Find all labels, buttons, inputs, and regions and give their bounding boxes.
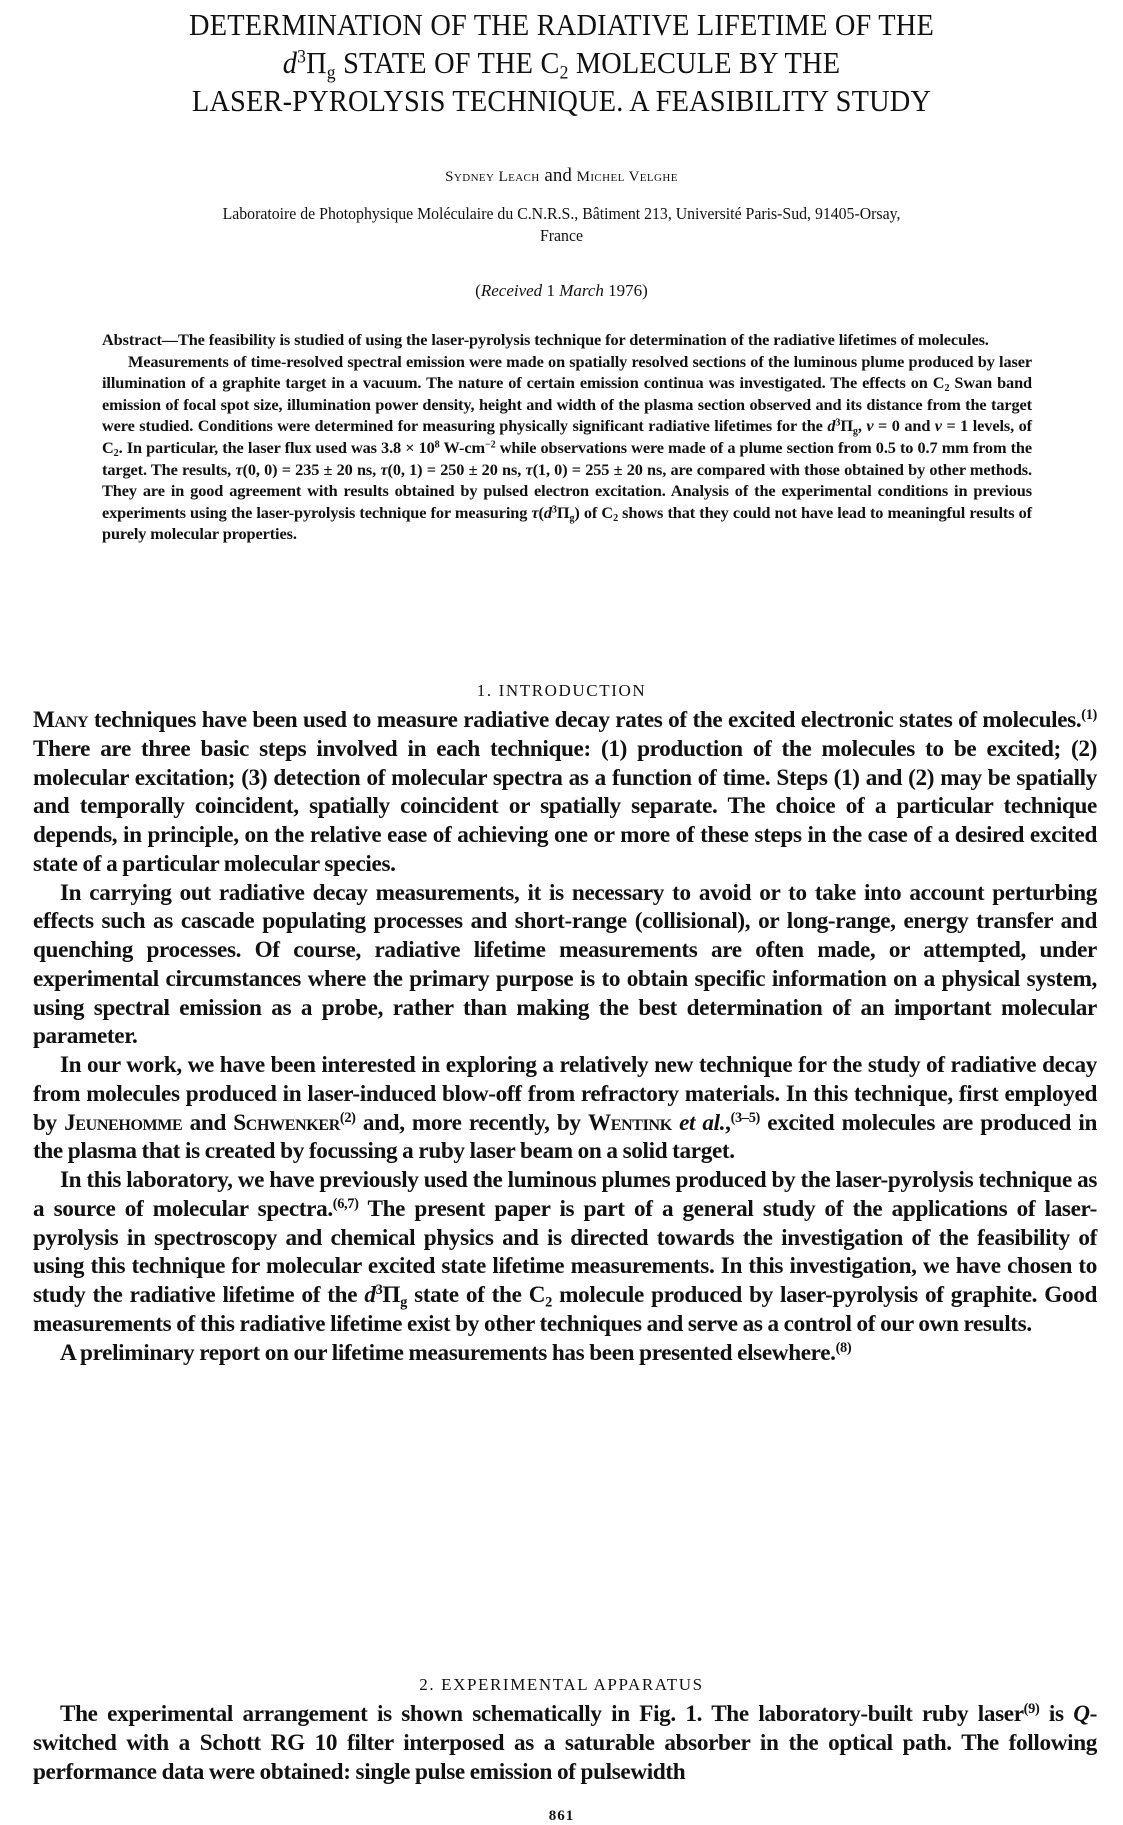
paper-title <box>95 6 1028 120</box>
small-caps-text: Michel Velghe <box>576 169 678 185</box>
page-number: 861 <box>548 1808 575 1824</box>
section-experimental-body <box>33 1700 1097 1786</box>
reference-citation: (1) <box>1081 707 1097 724</box>
small-caps-text: Schwenker <box>233 1109 340 1136</box>
italic-text: τ <box>380 459 388 479</box>
subscript: g <box>400 1294 407 1311</box>
italic-text: d <box>543 502 552 522</box>
title-line: $d^3\Pi_g$ STATE OF THE $C_2$ MOLECULE BY THE <box>282 46 841 84</box>
section-heading-introduction: 1. INTRODUCTION <box>476 681 647 700</box>
italic-text: d <box>827 416 836 436</box>
reference-citation: (9) <box>1023 1701 1040 1718</box>
small-caps-text: Many <box>33 707 89 733</box>
abstract-paragraph: Abstract—The feasibility is studied of using the laser-pyrolysis technique for determination of the radiative lifetimes of molecules. <box>102 330 989 349</box>
title-line: DETERMINATION OF THE RADIATIVE LIFETIME OF THE <box>189 8 934 42</box>
section-introduction-body <box>33 706 1097 1367</box>
author-list: Sydney Leach and Michel Velghe <box>445 165 678 186</box>
subscript: 2 <box>613 512 619 524</box>
received-date: (Received 1 March 1976) <box>475 281 648 300</box>
superscript: 3 <box>375 1282 383 1299</box>
italic-text: Q <box>1073 1701 1090 1727</box>
italic-text: τ <box>531 502 539 522</box>
body-paragraph: In carrying out radiative decay measurements, it is necessary to avoid or to take into account perturbing effects such as cascade populating processes and short-range (collisional), or long-range, energy transfer and quenching processes. Of course, radiative lifetime measurements are often made, or attempted, under experimental circumstances where the primary purpose is to obtain specific information on a physical system, using spectral emission as a probe, rather than making the best determination of an important molecular parameter. <box>33 879 1097 1050</box>
subscript: 2 <box>545 1294 552 1311</box>
title-line: LASER-PYROLYSIS TECHNIQUE. A FEASIBILITY STUDY <box>191 84 932 118</box>
upright-text: 1 <box>546 281 555 300</box>
small-caps-text: Sydney Leach <box>445 169 540 185</box>
affiliation <box>95 203 1028 247</box>
subscript: 2 <box>559 62 569 84</box>
small-caps-text: Jeunehomme <box>64 1109 183 1136</box>
subscript: g <box>852 426 858 438</box>
abstract-paragraph: Measurements of time-resolved spectral emission were made on spatially resolved sections of the luminous plume produced by laser illumination of a graphite target in a vacuum. The nature of certain emission continua was investigated. The effects on $C_2$ Swan band emission of focal spot size, illumination power density, height and width of the plasma section observed and its distance from the target were studied. Conditions were determined for measuring physically significant radiative lifetimes for the $d^3\Pi_g$, v = 0 and v = 1 levels, of $C_2$. In particular, the laser flux used was $3.8 \times 10^8$ $W-cm^{-2}$ while observations were made of a plume section from 0.5 to 0.7 mm from the target. The results, τ(0, 0) = 235 ± 20 ns, τ(0, 1) = 250 ± 20 ns, τ(1, 0) = 255 ± 20 ns, are compared with those obtained by other methods. They are in good agreement with results obtained by pulsed electron excitation. Analysis of the experimental conditions in previous experiments using the laser-pyrolysis technique for measuring $\tau(d^3\Pi_g)$ of $C_2$ shows that they could not have lead to meaningful results of purely molecular properties. <box>102 351 1033 544</box>
superscript: 3 <box>297 46 307 68</box>
superscript: 8 <box>434 439 440 451</box>
reference-citation: (2) <box>339 1109 356 1126</box>
small-caps-text: Wentink <box>587 1109 672 1136</box>
italic-text: d <box>282 46 298 80</box>
section-heading-experimental-apparatus: 2. EXPERIMENTAL APPARATUS <box>419 1675 704 1694</box>
superscript: 3 <box>835 417 841 429</box>
italic-text: et al. <box>679 1109 726 1136</box>
reference-citation: (8) <box>835 1339 852 1356</box>
body-paragraph: The experimental arrangement is shown schematically in Fig. 1. The laboratory-built ruby laser$^{(9)}$ is Q-switched with a Schott RG 10 filter interposed as a saturable absorber in the optical path. The following performance data were obtained: single pulse emission of pulsewidth <box>33 1701 1097 1785</box>
superscript: −2 <box>484 439 496 451</box>
body-paragraph: Many techniques have been used to measure radiative decay rates of the excited electronic states of molecules.$^{(1)}$ There are three basic steps involved in each technique: (1) production of the molecules to be excited; (2) molecular excitation; (3) detection of molecular spectra as a function of time. Steps (1) and (2) may be spatially and temporally coincident, spatially coincident or spatially separate. The choice of a particular technique depends, in principle, on the relative ease of achieving one or more of these steps in the case of a desired excited state of a particular molecular species. <box>33 707 1097 877</box>
subscript: g <box>326 62 336 84</box>
italic-text: τ <box>525 459 533 479</box>
superscript: 3 <box>551 504 557 516</box>
upright-text: ( <box>475 281 481 300</box>
abstract-label: Abstract— <box>102 330 178 349</box>
body-paragraph: In our work, we have been interested in exploring a relatively new technique for the study of radiative decay from molecules produced in laser-induced blow-off from refractory materials. In this technique, first employed by Jeunehomme and Schwenker$^{(2)}$ and, more recently, by Wentink et al.,$^{(3-5)}$ excited molecules are produced in the plasma that is created by focussing a ruby laser beam on a solid target. <box>33 1052 1097 1165</box>
upright-text: 1976) <box>608 281 648 300</box>
italic-text: d <box>364 1282 376 1308</box>
body-paragraph: A preliminary report on our lifetime measurements has been presented elsewhere.$^{(8)}$ <box>60 1339 852 1366</box>
subscript: g <box>569 512 575 524</box>
italic-text: τ <box>235 459 243 479</box>
body-paragraph: In this laboratory, we have previously used the luminous plumes produced by the laser-pyrolysis technique as a source of molecular spectra.$^{(6,7)}$ The present paper is part of a general study of the applications of laser-pyrolysis in spectroscopy and chemical physics and is directed towards the investigation of the feasibility of using this technique for molecular excited state lifetime measurements. In this investigation, we have chosen to study the radiative lifetime of the $d^3\Pi_g$ state of the $C_2$ molecule produced by laser-pyrolysis of graphite. Good measurements of this radiative lifetime exist by other techniques and serve as a control of our own results. <box>33 1167 1098 1337</box>
affiliation-line: France <box>539 226 584 245</box>
reference-citation: (3–5) <box>730 1109 760 1126</box>
abstract <box>102 329 1032 545</box>
italic-text: v <box>866 416 874 436</box>
subscript: 2 <box>113 448 119 459</box>
reference-citation: (6,7) <box>332 1195 359 1212</box>
affiliation-line: Laboratoire de Photophysique Moléculaire du C.N.R.S., Bâtiment 213, Université Paris-Sud, 91405-Orsay, <box>222 204 901 223</box>
italic-text: v <box>934 416 942 436</box>
subscript: 2 <box>944 383 950 395</box>
